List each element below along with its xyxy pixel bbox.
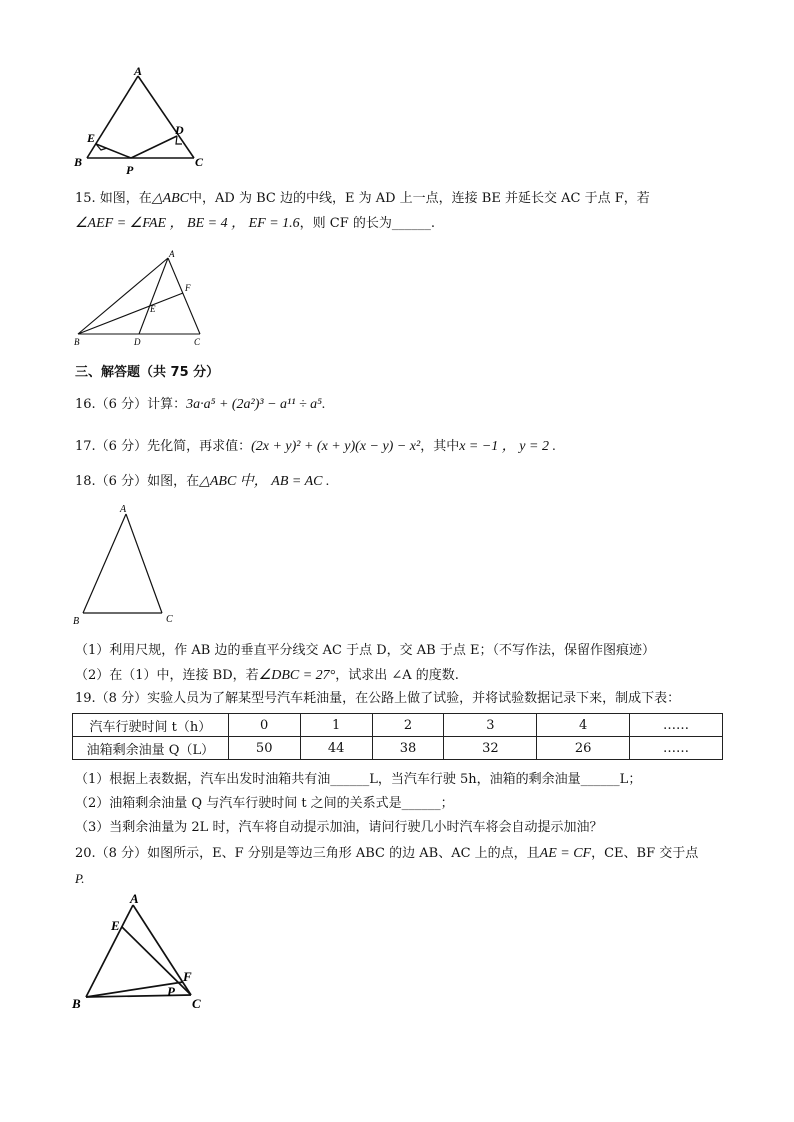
q15-line1: 15. 如图，在△ABC中，AD 为 BC 边的中线，E 为 AD 上一点，连接 BE 并延长交 AC 于点 F，若: [75, 191, 650, 206]
table-cell: 38: [372, 737, 444, 760]
label-E: E: [111, 918, 120, 933]
figure-q20: [70, 890, 220, 1015]
label-B: B: [74, 337, 80, 347]
label-F: F: [185, 283, 191, 293]
table-cell: ……: [630, 714, 723, 737]
label-A: A: [130, 891, 139, 906]
label-C: C: [166, 614, 173, 625]
q18-sub2: （2）在（1）中，连接 BD，若∠DBC = 27°，试求出 ∠A 的度数.: [75, 668, 459, 683]
table-cell: 26: [537, 737, 630, 760]
label-A: A: [120, 504, 127, 515]
row-header: 汽车行驶时间 t（h）: [73, 714, 229, 737]
label-P: P: [167, 984, 175, 999]
figure-q14: [70, 62, 210, 182]
label-B: B: [72, 996, 81, 1011]
label-C: C: [192, 996, 201, 1011]
table-cell: 4: [537, 714, 630, 737]
label-B: B: [74, 155, 83, 169]
label-F: F: [183, 969, 192, 984]
table-cell: 3: [444, 714, 537, 737]
fuel-table: [72, 713, 723, 760]
row-header: 油箱剩余油量 Q（L）: [73, 737, 229, 760]
figure-q18: [70, 500, 190, 630]
label-D: D: [134, 337, 141, 347]
q19-sub2: （2）油箱剩余油量 Q 与汽车行驶时间 t 之间的关系式是______；: [75, 796, 454, 811]
q19-sub1: （1）根据上表数据，汽车出发时油箱共有油______L，当汽车行驶 5h，油箱的剩余油量______L；: [75, 772, 642, 787]
table-cell: 0: [228, 714, 300, 737]
label-B: B: [73, 616, 80, 627]
label-D: D: [175, 123, 184, 137]
label-A: A: [134, 64, 143, 78]
q20-line1: 20.（8 分）如图所示，E、F 分别是等边三角形 ABC 的边 AB、AC 上的点，且AE = CF，CE、BF 交于点: [75, 846, 699, 861]
q15-line2: ∠AEF = ∠FAE ， BE = 4 ， EF = 1.6，则 CF 的长为______.: [75, 216, 436, 231]
table-cell: 2: [372, 714, 444, 737]
table-row: [73, 714, 723, 737]
table-row: [73, 737, 723, 760]
table-cell: 50: [228, 737, 300, 760]
figure-q15: [70, 248, 210, 348]
label-A: A: [169, 249, 175, 259]
table-cell: ……: [630, 737, 723, 760]
label-C: C: [194, 337, 201, 347]
q19-sub3: （3）当剩余油量为 2L 时，汽车将自动提示加油，请问行驶几小时汽车将会自动提示加油？: [75, 820, 603, 835]
table-cell: 44: [300, 737, 372, 760]
q19-stem: 19.（8 分）实验人员为了解某型号汽车耗油量，在公路上做了试验，并将试验数据记录下来，制成下表：: [75, 691, 681, 706]
table-cell: 1: [300, 714, 372, 737]
q18-sub1: （1）利用尺规，作 AB 边的垂直平分线交 AC 于点 D，交 AB 于点 E；（不写作法，保留作图痕迹）: [75, 643, 655, 658]
q18-stem: 18.（6 分）如图，在△ABC 中， AB = AC .: [75, 474, 330, 489]
q16: 16.（6 分）计算：3a·a⁵ + (2a²)³ − a¹¹ ÷ a⁵.: [75, 397, 326, 412]
q17: 17.（6 分）先化简，再求值：(2x + y)² + (x + y)(x − y) − x²，其中x = −1 ， y = 2 .: [75, 439, 556, 454]
table-cell: 32: [444, 737, 537, 760]
label-P: P: [126, 163, 134, 177]
label-C: C: [195, 155, 204, 169]
label-E: E: [87, 131, 96, 145]
section-heading: 三、解答题（共 75 分）: [75, 365, 220, 380]
label-E: E: [150, 304, 156, 314]
q20-line2: P.: [75, 871, 85, 886]
